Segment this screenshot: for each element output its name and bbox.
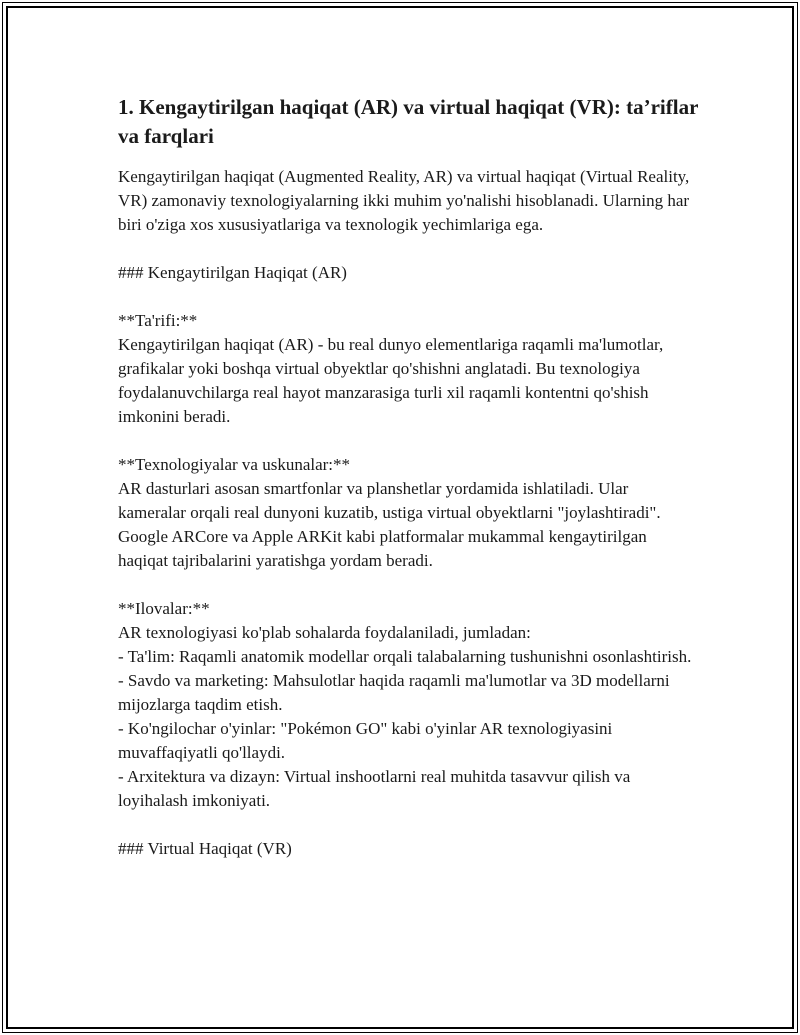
intro-paragraph: Kengaytirilgan haqiqat (Augmented Reality, AR) va virtual haqiqat (Virtual Reality, VR) zamonaviy texnologiyalarning ikki muhim yo'nalishi hisoblanadi. Ularning har biri o'ziga xos xususiyatlariga va texnologik yechimlariga ega.	[118, 167, 690, 234]
ar-definition-text: Kengaytirilgan haqiqat (AR) - bu real dunyo elementlariga raqamli ma'lumotlar, grafikalar yoki boshqa virtual obyektlar qo'shishni anglatadi. Bu texnologiya foydalanuvchilarga real hayot manzarasiga turli xil raqamli kontentni qo'shish imkonini beradi.	[118, 335, 664, 426]
ar-tech-label: **Texnologiyalar va uskunalar:**	[118, 455, 351, 474]
ar-tech-text: AR dasturlari asosan smartfonlar va planshetlar yordamida ishlatiladi. Ular kameralar orqali real dunyoni kuzatib, ustiga virtual obyektlarni "joylashtiradi". Google ARCore va Apple ARKit kabi platformalar mukammal kengaytirilgan haqiqat tajribalarini yaratishga yordam beradi.	[118, 479, 661, 570]
list-item: - Savdo va marketing: Mahsulotlar haqida raqamli ma'lumotlar va 3D modellarni mijozlarga taqdim etish.	[118, 671, 670, 714]
ar-definition-label: **Ta'rifi:**	[118, 311, 198, 330]
vr-heading: ### Virtual Haqiqat (VR)	[118, 839, 292, 858]
list-item: - Ko'ngilochar o'yinlar: "Pokémon GO" kabi o'yinlar AR texnologiyasini muvaffaqiyatli qo'llaydi.	[118, 719, 613, 762]
list-item: - Ta'lim: Raqamli anatomik modellar orqali talabalarning tushunishni osonlashtirish.	[118, 647, 692, 666]
ar-apps-label: **Ilovalar:**	[118, 599, 210, 618]
document-title: 1. Kengaytirilgan haqiqat (AR) va virtual haqiqat (VR): ta’riflar va farqlari	[118, 95, 699, 148]
ar-heading: ### Kengaytirilgan Haqiqat (AR)	[118, 263, 347, 282]
ar-apps-lead: AR texnologiyasi ko'plab sohalarda foydalaniladi, jumladan:	[118, 623, 531, 642]
list-item: - Arxitektura va dizayn: Virtual inshootlarni real muhitda tasavvur qilish va loyihalash imkoniyati.	[118, 767, 631, 810]
document-body	[118, 93, 698, 861]
